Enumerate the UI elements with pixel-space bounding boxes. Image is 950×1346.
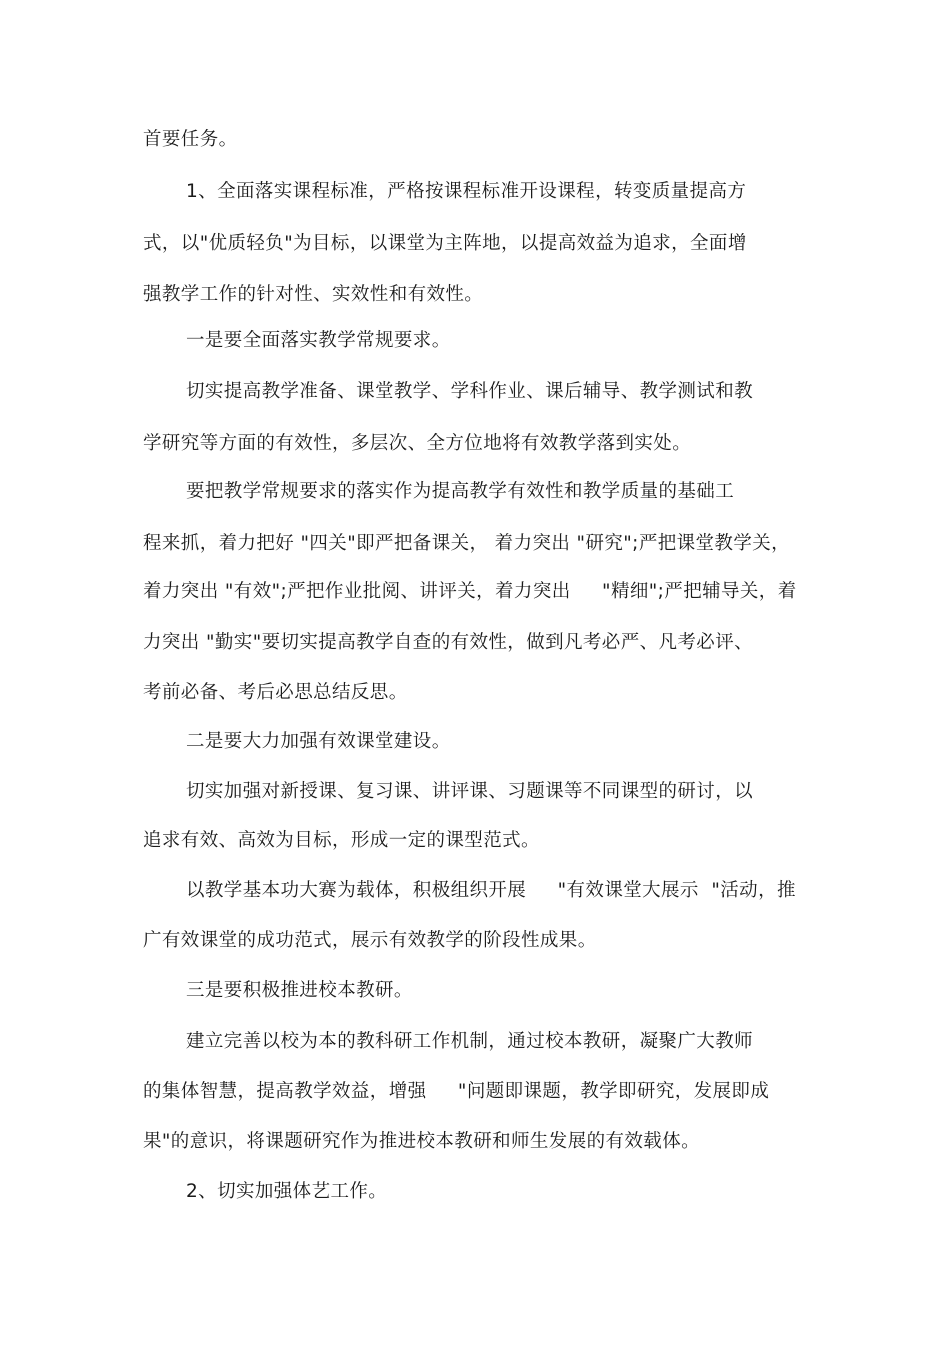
text-line: 追求有效、高效为目标，形成一定的课型范式。 [143,830,540,851]
text-line: 着力突出 "有效";严把作业批阅、讲评关，着力突出 "精细";严把辅导关，着 [143,581,797,602]
paragraph-line: 建立完善以校为本的教科研工作机制，通过校本教研，凝聚广大教师 [186,1031,754,1052]
section-heading: 一是要全面落实教学常规要求。 [186,330,451,351]
section-heading: 2、切实加强体艺工作。 [186,1181,388,1202]
text-line: 强教学工作的针对性、实效性和有效性。 [143,284,484,305]
section-heading: 三是要积极推进校本教研。 [186,980,413,1001]
paragraph-line: 1、全面落实课程标准，严格按课程标准开设课程，转变质量提高方 [186,181,747,202]
text-line: 考前必备、考后必思总结反思。 [143,682,408,703]
text-line: 式，以"优质轻负"为目标，以课堂为主阵地，以提高效益为追求，全面增 [143,233,747,254]
section-heading: 二是要大力加强有效课堂建设。 [186,731,451,752]
paragraph-line: 切实提高教学准备、课堂教学、学科作业、课后辅导、教学测试和教 [186,381,754,402]
paragraph-line: 切实加强对新授课、复习课、讲评课、习题课等不同课型的研讨，以 [186,781,754,802]
text-line: 果"的意识，将课题研究作为推进校本教研和师生发展的有效载体。 [143,1131,701,1152]
text-line: 程来抓，着力把好 "四关"即严把备课关， 着力突出 "研究";严把课堂教学关， [143,533,791,554]
paragraph-line: 以教学基本功大赛为载体，积极组织开展 "有效课堂大展示 "活动，推 [186,880,796,901]
text-line: 学研究等方面的有效性，多层次、全方位地将有效教学落到实处。 [143,433,692,454]
text-line: 广有效课堂的成功范式，展示有效教学的阶段性成果。 [143,930,597,951]
text-line: 的集体智慧，提高教学效益，增强 "问题即课题，教学即研究，发展即成 [143,1081,770,1102]
text-line: 力突出 "勤实"要切实提高教学自查的有效性，做到凡考必严、凡考必评、 [143,632,754,653]
text-line: 首要任务。 [143,129,238,150]
paragraph-line: 要把教学常规要求的落实作为提高教学有效性和教学质量的基础工 [186,481,735,502]
